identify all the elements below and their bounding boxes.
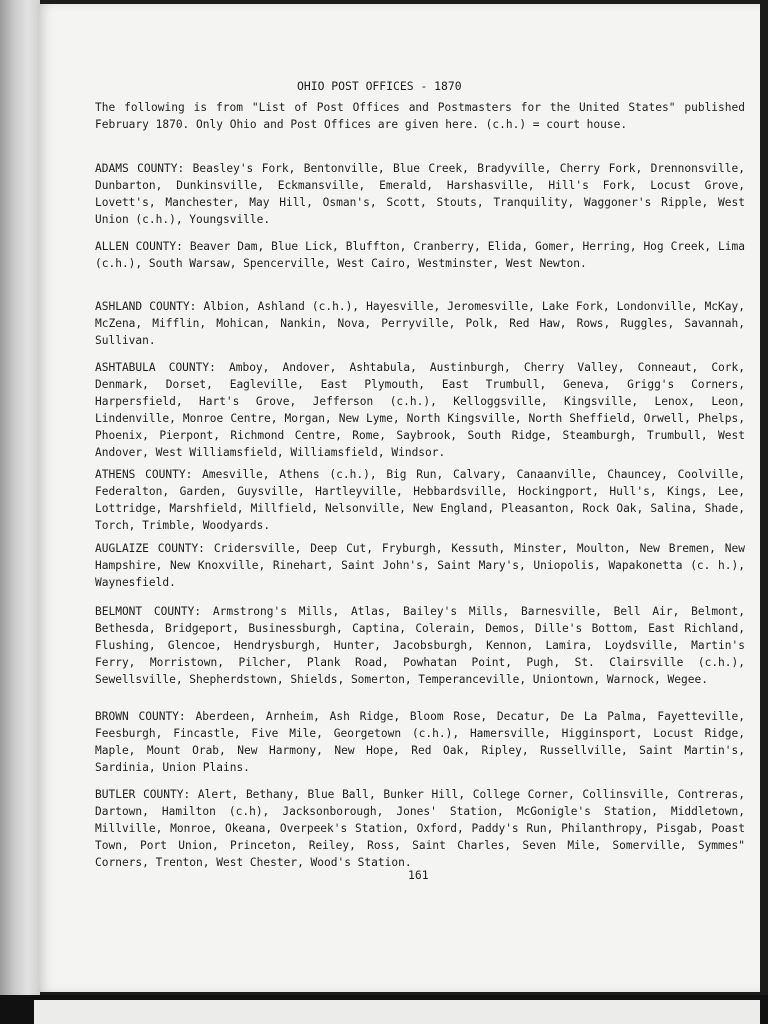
page-number: 161 xyxy=(408,868,429,882)
county-entry-belmont xyxy=(95,603,745,688)
county-offices: Amesville, Athens (c.h.), Big Run, Calvary, Canaanville, Chauncey, Coolville, Federalton, Garden, Guysville, Hartleyville, Hebbardsville, Hockingport, Hull's, Kings, Lee, Lottridge, Marshfield, Millfield, Nelsonville, New England, Pleasanton, Rock Oak, Salina, Shade, Torch, Trimble, Woodyards. xyxy=(95,468,745,533)
county-entry-butler xyxy=(95,786,745,871)
county-name: BELMONT COUNTY: xyxy=(95,605,202,618)
county-name: BUTLER COUNTY: xyxy=(95,788,191,801)
county-offices: Cridersville, Deep Cut, Fryburgh, Kessuth, Minster, Moulton, New Bremen, New Hampshire, New Knoxville, Rinehart, Saint John's, Saint Mary's, Uniopolis, Wapakonetta (c. h.), Waynesfield. xyxy=(95,542,745,590)
county-entry-brown xyxy=(95,708,745,776)
county-offices: Aberdeen, Arnheim, Ash Ridge, Bloom Rose, Decatur, De La Palma, Fayetteville, Feesburgh, Fincastle, Five Mile, Georgetown (c.h.), Hamersville, Higginsport, Locust Ridge, Maple, Mount Orab, New Harmony, New Hope, Red Oak, Ripley, Russellville, Saint Martin's, Sardinia, Union Plains. xyxy=(95,710,745,775)
intro-paragraph: The following is from "List of Post Offices and Postmasters for the United States" published February 1870. Only Ohio and Post Offices are given here. (c.h.) = court house. xyxy=(95,101,745,132)
county-name: ASHLAND COUNTY: xyxy=(95,300,197,313)
county-name: ADAMS COUNTY: xyxy=(95,162,185,175)
county-entry-adams xyxy=(95,160,745,228)
county-offices: Alert, Bethany, Blue Ball, Bunker Hill, College Corner, Collinsville, Contreras, Dartown, Hamilton (c.h), Jacksonborough, Jones' Station, McGonigle's Station, Middletown, Millville, Monroe, Okeana, Overpeek's Station, Oxford, Paddy's Run, Philanthropy, Pisgab, Poast Town, Port Union, Princeton, Reiley, Ross, Saint Charles, Seven Mile, Somerville, Symmes" Corners, Trenton, West Chester, Wood's Station. xyxy=(95,788,745,870)
county-entry-allen xyxy=(95,238,745,272)
county-entry-ashtabula xyxy=(95,359,745,462)
county-entry-auglaize xyxy=(95,540,745,591)
page-title: OHIO POST OFFICES - 1870 xyxy=(297,79,462,93)
county-offices: Armstrong's Mills, Atlas, Bailey's Mills, Barnesville, Bell Air, Belmont, Bethesda, Bridgeport, Businessburgh, Captina, Colerain, Demos, Dille's Bottom, East Richland, Flushing, Glencoe, Hendrysburgh, Hunter, Jacobsburgh, Kennon, Lamira, Loydsville, Martin's Ferry, Morristown, Pilcher, Plank Road, Powhatan Point, Pugh, St. Clairsville (c.h.), Sewellsville, Shepherdstown, Shields, Somerton, Temperanceville, Uniontown, Warnock, Wegee. xyxy=(95,605,745,687)
county-name: ASHTABULA COUNTY: xyxy=(95,361,216,374)
county-offices: Albion, Ashland (c.h.), Hayesville, Jeromesville, Lake Fork, Londonville, McKay, McZena, Mifflin, Mohican, Nankin, Nova, Perryville, Polk, Red Haw, Rows, Ruggles, Savannah, Sullivan. xyxy=(95,300,745,348)
book-gutter xyxy=(0,0,40,995)
next-page-edge xyxy=(34,1000,760,1024)
county-name: AUGLAIZE COUNTY: xyxy=(95,542,205,555)
county-name: BROWN COUNTY: xyxy=(95,710,186,723)
county-entry-ashland xyxy=(95,298,745,349)
county-entry-athens xyxy=(95,466,745,534)
county-offices: Beasley's Fork, Bentonville, Blue Creek, Bradyville, Cherry Fork, Drennonsville, Dunbarton, Dunkinsville, Eckmansville, Emerald, Harshasville, Hill's Fork, Locust Grove, Lovett's, Manchester, May Hill, Osman's, Scott, Stouts, Tranquility, Waggoner's Ripple, West Union (c.h.), Youngsville. xyxy=(95,162,745,227)
county-offices: Beaver Dam, Blue Lick, Bluffton, Cranberry, Elida, Gomer, Herring, Hog Creek, Lima (c.h.), South Warsaw, Spencerville, West Cairo, Westminster, West Newton. xyxy=(95,240,745,271)
county-name: ALLEN COUNTY: xyxy=(95,240,183,253)
county-name: ATHENS COUNTY: xyxy=(95,468,193,481)
county-offices: Amboy, Andover, Ashtabula, Austinburgh, Cherry Valley, Conneaut, Cork, Denmark, Dorset, Eagleville, East Plymouth, East Trumbull, Geneva, Grigg's Corners, Harpersfield, Hart's Grove, Jefferson (c.h.), Kelloggsville, Kingsville, Lenox, Leon, Lindenville, Monroe Centre, Morgan, New Lyme, North Kingsville, North Sheffield, Orwell, Phelps, Phoenix, Pierpont, Richmond Centre, Rome, Saybrook, South Ridge, Steamburgh, Trumbull, West Andover, West Williamsfield, Williamsfield, Windsor. xyxy=(95,361,745,460)
